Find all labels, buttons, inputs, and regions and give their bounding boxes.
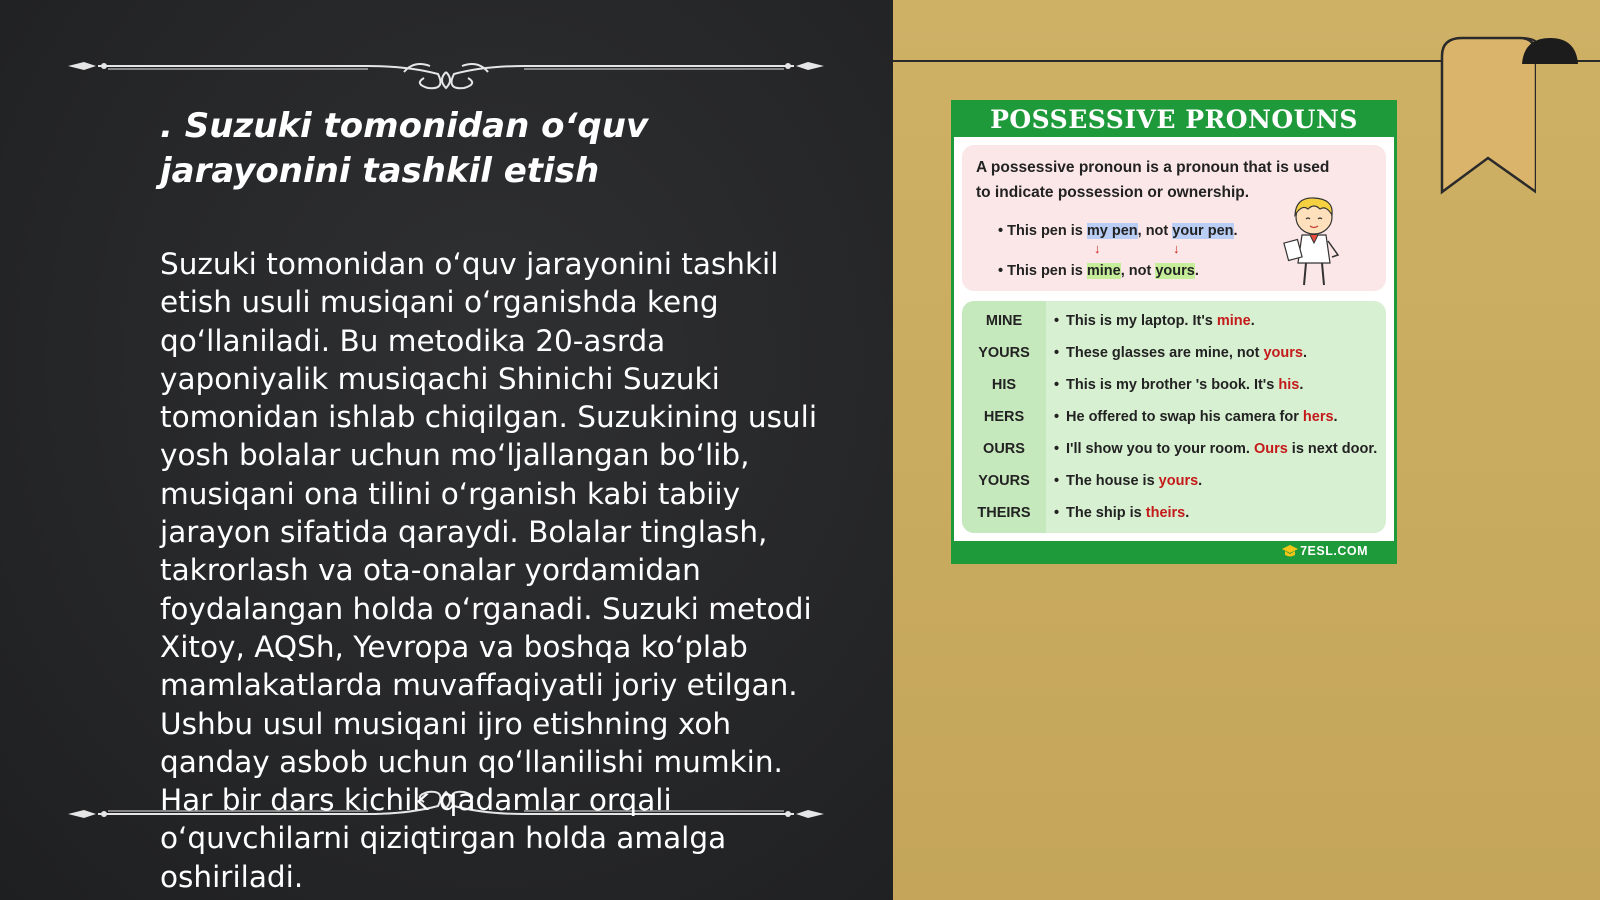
example-sentence: • He offered to swap his camera for hers. [1066,401,1338,433]
ornamental-divider-top [68,50,824,90]
example-sentence: • The house is yours. [1066,465,1202,497]
example-sentence: • The ship is theirs. [1066,497,1189,529]
example-sentence: • These glasses are mine, not yours. [1066,337,1307,369]
table-row [962,369,1386,401]
table-row [962,433,1386,465]
pronoun-label: THEIRS [977,505,1031,521]
table-row [962,337,1386,369]
table-row [962,305,1386,337]
example1-part-a: This pen is [1007,223,1087,239]
graduation-cap-icon [1282,544,1298,558]
example-sentence: • This is my laptop. It's mine. [1066,305,1255,337]
example1-highlight-my-pen: my pen [1086,223,1138,239]
example-sentence: • I'll show you to your room. Ours is next door. [1066,433,1377,465]
pronoun-label: HERS [983,409,1025,425]
arrow-down-icon: ↓ [1094,241,1101,256]
slide-body-text: Suzuki tomonidan o‘quv jarayonini tashkil etish usuli musiqani o‘rganishda keng qo‘llaniladi. Bu metodika 20-asrda yaponiyalik musiqachi Shinichi Suzuki tomonidan ishlab chiqilgan. Suzukining usuli yosh bolalar uchun mo‘ljallangan bo‘lib, musiqani ona tilini o‘rganish kabi tabiiy jarayon sifatida qaraydi. Bolalar tinglash, takrorlash va ota-onalar yordamidan foydalangan holda o‘rganadi. Suzuki metodi Xitoy, AQSh, Yevropa va boshqa ko‘plab mamlakatlarda muvaffaqiyatli joriy etilgan. Ushbu usul musiqani ijro etishning xoh qanday asbob uchun qo‘llanilishi mumkin. Har bir dars kichik qadamlar orqali o‘quvchilarni qiziqtirgan holda amalga oshiriladi. [160,247,818,894]
possessive-pronouns-infographic [951,100,1397,564]
pronoun-label: HIS [991,377,1017,393]
table-row [962,497,1386,529]
example2-part-e: . [1194,263,1199,279]
example2-highlight-mine: mine [1086,263,1121,279]
example1-highlight-your-pen: your pen [1172,223,1234,239]
ribbon-curl-icon [1520,36,1584,66]
definition-box [962,145,1386,291]
pronoun-label: YOURS [978,345,1030,361]
example1-part-c: , not [1137,223,1173,239]
table-row [962,465,1386,497]
example-sentence: • This is my brother 's book. It's his. [1066,369,1303,401]
example2-highlight-yours: yours [1155,263,1195,279]
pronoun-label: MINE [985,313,1023,329]
infographic-footer [954,541,1394,561]
pronoun-table [962,301,1386,533]
infographic-title: POSSESSIVE PRONOUNS [954,103,1394,137]
example2-part-a: This pen is [1007,263,1087,279]
slide-title: . Suzuki tomonidan o‘quv jarayonini tashkil etish [160,106,649,191]
example-line-2: • This pen is mine, not yours. [998,263,1199,279]
cartoon-boy-with-clipboard-icon [1280,195,1344,289]
footer-brand-text: 7ESL.COM [1300,544,1368,558]
definition-text: A possessive pronoun is a pronoun that is used to indicate possession or ownership. [976,159,1330,201]
example2-part-c: , not [1120,263,1156,279]
example-line-1: • This pen is my pen, not your pen. [998,223,1238,239]
example1-part-e: . [1233,223,1238,239]
arrow-down-icon: ↓ [1173,241,1180,256]
pronoun-label: OURS [983,441,1025,457]
pronoun-label: YOURS [978,473,1030,489]
table-row [962,401,1386,433]
